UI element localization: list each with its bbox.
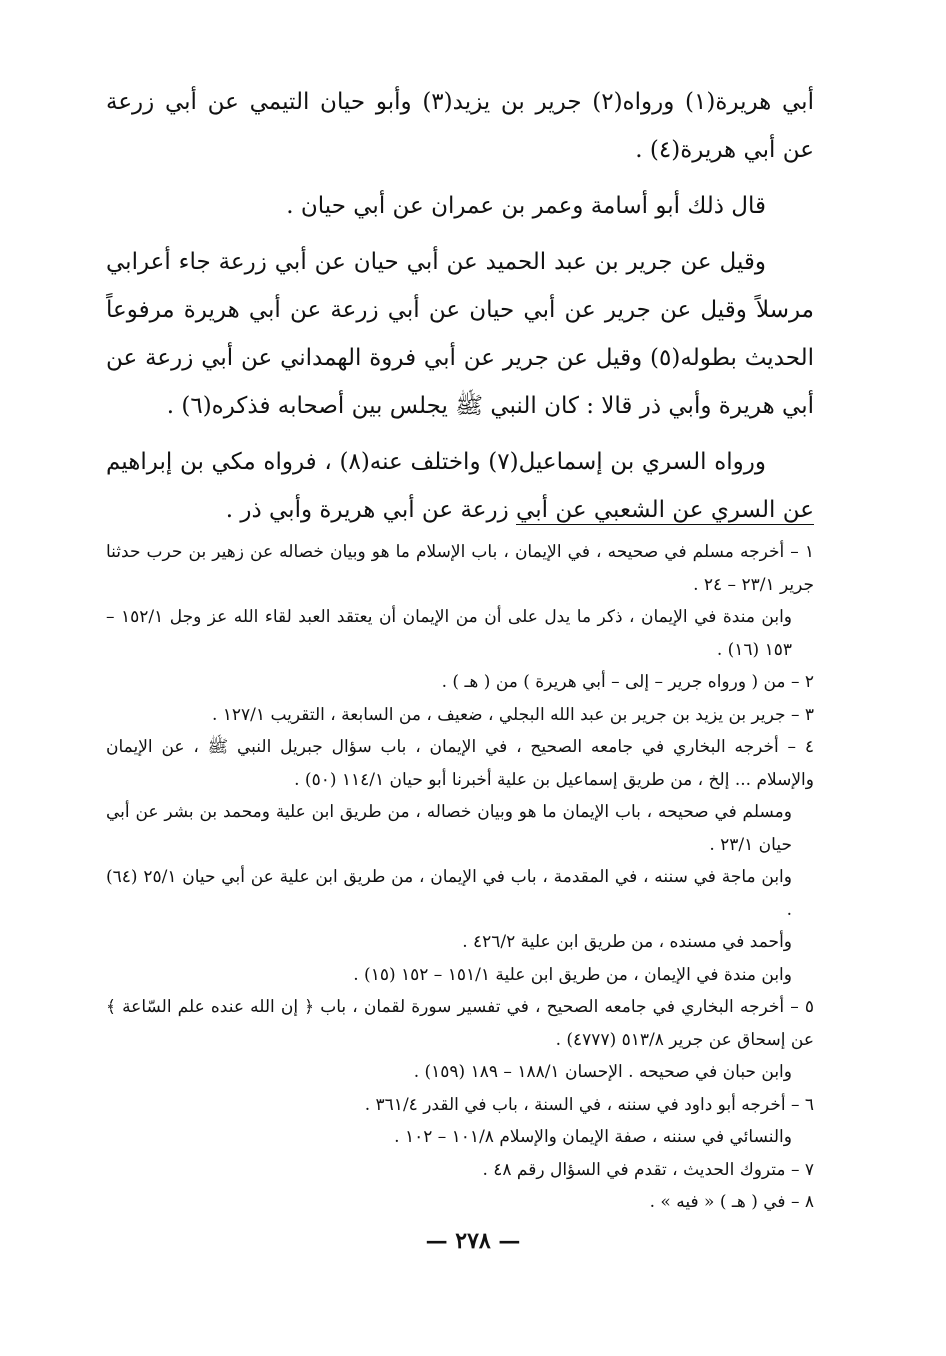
footnote-2 — [106, 666, 814, 699]
footnote-number: ٥ – — [790, 997, 815, 1017]
footnote-6-continuation: والنسائي في سننه ، صفة الإيمان والإسلام ١٠١/٨ – ١٠٢ . — [394, 1127, 792, 1147]
footnotes-block — [106, 536, 814, 1219]
footnote-text: متروك الحديث ، تقدم في السؤال رقم ٤٨ . — [482, 1159, 786, 1180]
footnote-text: أخرجه البخاري في جامعه الصحيح ، في الإيمان ، باب سؤال جبريل النبي ﷺ ، عن الإيمان والإسلام ... إلخ ، من طريق إسماعيل بن علية أخبرنا أبو حيان ١١٤/١ (٥٠) . — [106, 737, 814, 790]
footnote-5 — [106, 991, 814, 1056]
footnote-number: ٣ – — [790, 704, 814, 725]
footnote-3 — [106, 699, 814, 732]
footnote-number: ٤ – — [787, 737, 815, 757]
paragraph-3: وقيل عن جرير بن عبد الحميد عن أبي حيان عن أبي زرعة جاء أعرابي مرسلاً وقيل عن جرير عن أبي حيان عن أبي زرعة عن أبي هريرة مرفوعاً الحديث بطوله(٥) وقيل عن جرير عن أبي فروة الهمداني عن أبي زرعة عن أبي هريرة وأبي ذر قالا : كان النبي ﷺ يجلس بين أصحابه فذكره(٦) . — [106, 249, 815, 419]
footnote-number: ٦ – — [790, 1094, 814, 1115]
footnote-number: ٢ – — [790, 672, 814, 692]
footnote-8 — [106, 1186, 814, 1219]
footnote-1-continuation: وابن مندة في الإيمان ، ذكر ما يدل على أن من الإيمان أن يعتقد العبد لقاء الله عز وجل ١٥٢/١ – ١٥٣ (١٦) . — [106, 607, 792, 660]
paragraph-1: أبي هريرة(١) ورواه(٢) جرير بن يزيد(٣) وأبو حيان التيمي عن أبي زرعة عن أبي هريرة(٤) . — [106, 89, 814, 163]
page-number: — ٢٧٨ — — [425, 1228, 521, 1254]
footnote-5-continuation: وابن حبان في صحيحه . الإحسان ١٨٨/١ – ١٨٩ (١٥٩) . — [413, 1062, 792, 1082]
footnote-1 — [106, 536, 814, 601]
footnote-4-continuation: ومسلم في صحيحه ، باب الإيمان ما هو وبيان خصاله ، من طريق ابن علية ومحمد بن بشر عن أبي حيان ٢٣/١ . — [106, 802, 792, 855]
footnote-6 — [106, 1089, 814, 1122]
paragraph-4: ورواه السري بن إسماعيل(٧) واختلف عنه(٨) ، فرواه مكي بن إبراهيم عن السري عن الشعبي عن أبي زرعة عن أبي هريرة وأبي ذر . — [106, 449, 814, 523]
footnote-text: في ( هـ ) « فيه » . — [649, 1192, 786, 1212]
footnote-4-continuation: وأحمد في مسنده ، من طريق ابن علية ٤٢٦/٢ . — [462, 932, 792, 952]
footnote-number: ٧ – — [790, 1159, 814, 1180]
footnote-text: من ( ورواه جرير – إلى – أبي هريرة ) من ( هـ ) . — [441, 672, 786, 692]
footnote-4 — [106, 731, 814, 796]
paragraph-2: قال ذلك أبو أسامة وعمر بن عمران عن أبي حيان . — [286, 193, 766, 219]
footnote-text: جرير بن يزيد بن جرير بن عبد الله البجلي ، ضعيف ، من السابعة ، التقريب ١٢٧/١ . — [211, 704, 786, 725]
footnote-number: ٨ – — [790, 1192, 814, 1212]
footnote-separator — [516, 524, 814, 525]
footnote-text: أخرجه مسلم في صحيحه ، في الإيمان ، باب الإسلام ما هو وبيان خصاله عن زهير بن حرب حدثنا جرير ٢٣/١ – ٢٤ . — [106, 542, 814, 595]
footnote-4-continuation: وابن ماجة في سننه ، في المقدمة ، باب في الإيمان ، من طريق ابن علية عن أبي حيان ٢٥/١ (٦٤) . — [106, 867, 792, 920]
main-text-block — [106, 78, 814, 542]
footnote-text: أخرجه أبو داود في سننه ، في السنة ، باب في القدر ٣٦١/٤ . — [364, 1094, 786, 1115]
footnote-7 — [106, 1154, 814, 1187]
footnote-text: أخرجه البخاري في جامعه الصحيح ، في تفسير سورة لقمان ، باب ﴿ إن الله عنده علم السّاعة ﴾ عن إسحاق عن جرير ٥١٣/٨ (٤٧٧٧) . — [106, 997, 814, 1050]
footnote-4-continuation: وابن مندة في الإيمان ، من طريق ابن علية ١٥١/١ – ١٥٢ (١٥) . — [353, 964, 792, 985]
footnote-number: ١ – — [790, 542, 814, 562]
